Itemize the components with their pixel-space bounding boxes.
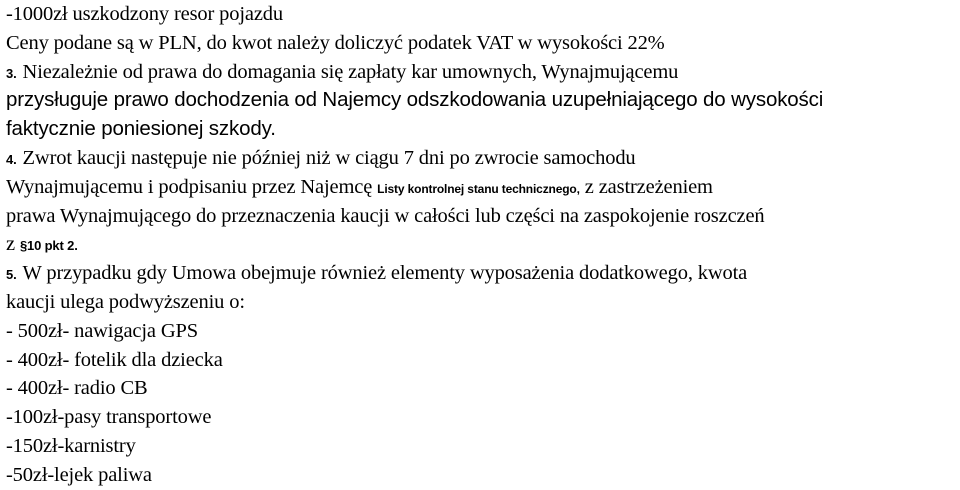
paragraph-4-line-3: prawa Wynajmującego do przeznaczenia kaucji w całości lub części na zaspokojenie roszczeń: [6, 204, 765, 227]
list-item-straps: -100zł-pasy transportowe: [6, 406, 212, 429]
paragraph-4-line-1: [6, 144, 956, 173]
paragraph-4-text-z: z: [6, 233, 15, 256]
paragraph-3-line-2: przysługuje prawo dochodzenia od Najemcy odszkodowania uzupełniającego do wysokości: [6, 88, 824, 112]
paragraph-5-number: 5.: [6, 267, 17, 283]
text-line-prices-vat: Ceny podane są w PLN, do kwot należy doliczyć podatek VAT w wysokości 22%: [6, 31, 665, 54]
list-item-cb-radio: - 400zł- radio CB: [6, 377, 148, 400]
checklist-reference: Listy kontrolnej stanu technicznego,: [377, 181, 580, 196]
paragraph-4-line-2: [6, 173, 956, 202]
paragraph-4-text-c: z zastrzeżeniem: [584, 175, 713, 198]
paragraph-5-line-1: [6, 259, 956, 288]
section-reference: §10 pkt 2.: [19, 238, 78, 254]
list-item-gps: - 500zł- nawigacja GPS: [6, 319, 198, 342]
paragraph-5-text: W przypadku gdy Umowa obejmuje również elementy wyposażenia dodatkowego, kwota: [22, 262, 748, 285]
paragraph-3-line-1: [6, 58, 956, 87]
paragraph-3-line-3: faktycznie poniesionej szkody.: [6, 117, 276, 141]
document-page: [6, 0, 956, 490]
paragraph-5-line-2: kaucji ulega podwyższeniu o:: [6, 290, 245, 313]
paragraph-3-number: 3.: [6, 65, 17, 81]
paragraph-4-number: 4.: [6, 151, 17, 167]
list-item-fuel-funnel: -50zł-lejek paliwa: [6, 463, 152, 486]
text-line-damaged-suspension: -1000zł uszkodzony resor pojazdu: [6, 3, 283, 25]
paragraph-4-text: Zwrot kaucji następuje nie później niż w ciągu 7 dni po zwrocie samochodu: [22, 146, 636, 169]
paragraph-4-text-a: Wynajmującemu i podpisaniu przez Najemcę: [6, 175, 373, 198]
paragraph-4-line-4: [6, 230, 956, 259]
list-item-canisters: -150zł-karnistry: [6, 434, 136, 457]
list-item-child-seat: - 400zł- fotelik dla dziecka: [6, 348, 223, 371]
paragraph-3-text: Niezależnie od prawa do domagania się zapłaty kar umownych, Wynajmującemu: [22, 60, 679, 83]
